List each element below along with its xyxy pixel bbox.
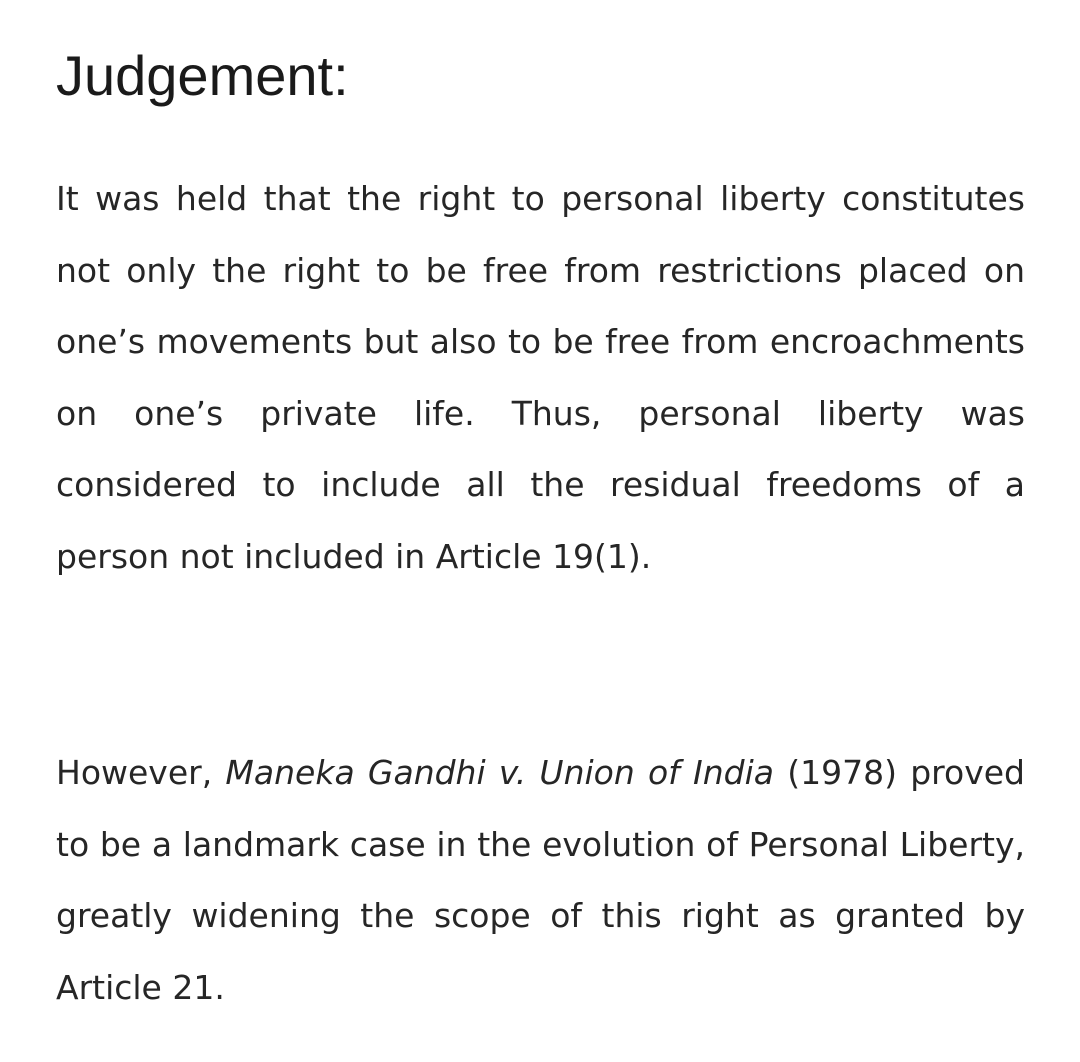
landmark-case-paragraph (56, 737, 1025, 1023)
judgement-paragraph: It was held that the right to personal liberty constitutes not only the right to be free from restrictions placed on one’s movements but also to be free from encroachments on one’s private life. Thus, personal liberty was considered to include all the residual freedoms of a person not included in Article 19(1). (56, 179, 1025, 576)
paragraph-lead-text: However, (56, 753, 226, 792)
case-title: Maneka Gandhi v. Union of India (225, 753, 775, 792)
paragraph-rest-text: (1978) proved to be a landmark case in the evolution of Personal Liberty, greatly widening the scope of this right as granted by Article 21. (56, 753, 1025, 1007)
section-heading: Judgement: (56, 44, 349, 107)
